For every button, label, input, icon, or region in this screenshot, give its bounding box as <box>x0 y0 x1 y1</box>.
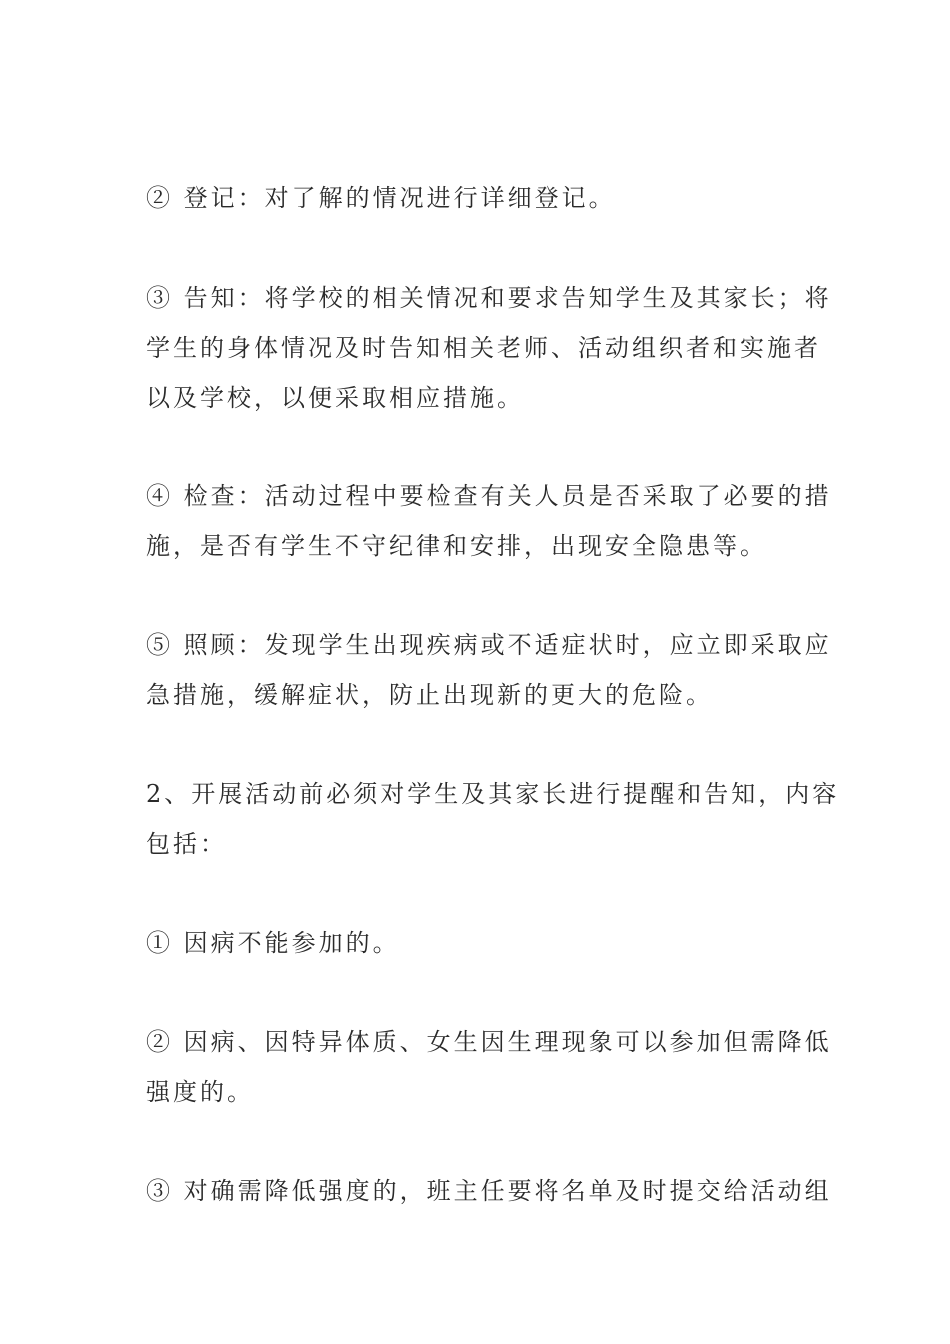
text-line: 以及学校，以便采取相应措施。 <box>146 384 524 412</box>
paragraph-register <box>146 173 806 223</box>
text-line: 急措施，缓解症状，防止出现新的更大的危险。 <box>146 681 713 709</box>
paragraph-item-3 <box>146 1166 832 1216</box>
text-line: ② 因病、因特异体质、女生因生理现象可以参加但需降低 <box>146 1028 832 1056</box>
text-line: 强度的。 <box>146 1078 254 1106</box>
paragraph-item-2 <box>146 1017 832 1117</box>
text-line: ① 因病不能参加的。 <box>146 929 400 957</box>
text-line: ③ 对确需降低强度的，班主任要将名单及时提交给活动组 <box>146 1177 832 1205</box>
text-line: 施，是否有学生不守纪律和安排，出现安全隐患等。 <box>146 532 767 560</box>
text-line: 2、开展活动前必须对学生及其家长进行提醒和告知，内容 <box>146 780 840 808</box>
paragraph-care <box>146 620 832 720</box>
text-line: ④ 检查：活动过程中要检查有关人员是否采取了必要的措 <box>146 482 832 510</box>
text-line: ⑤ 照顾：发现学生出现疾病或不适症状时，应立即采取应 <box>146 631 832 659</box>
paragraph-inspect <box>146 471 832 571</box>
text-line: 学生的身体情况及时告知相关老师、活动组织者和实施者 <box>146 334 821 362</box>
text-line: ② 登记：对了解的情况进行详细登记。 <box>146 184 616 212</box>
text-line: ③ 告知：将学校的相关情况和要求告知学生及其家长；将 <box>146 284 832 312</box>
paragraph-reminder <box>146 769 840 869</box>
paragraph-item-1 <box>146 918 806 968</box>
text-line: 包括： <box>146 830 227 858</box>
paragraph-notify <box>146 273 832 423</box>
